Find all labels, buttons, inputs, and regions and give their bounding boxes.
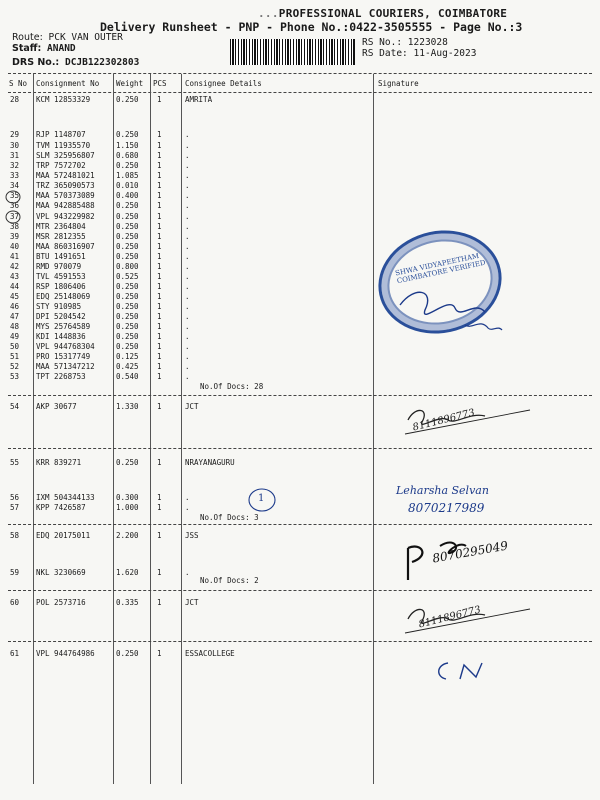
row-consignment-no: KPP 7426587 [36, 503, 86, 512]
row-sno: 34 [10, 181, 20, 190]
handwritten-phone: 8111896773 [417, 604, 483, 631]
handwritten-name: Leharsha Selvan [396, 484, 489, 497]
row-pcs: 1 [157, 312, 162, 321]
row-consignment-no: TPT 2268753 [36, 372, 86, 381]
row-sno: 31 [10, 151, 20, 160]
row-weight: 0.250 [116, 212, 139, 221]
row-weight: 0.010 [116, 181, 139, 190]
drs-line: DRS No.: DCJB122302803 [12, 57, 140, 68]
row-sno: 53 [10, 372, 20, 381]
row-pcs: 1 [157, 232, 162, 241]
page-title: Delivery Runsheet - PNP - Phone No.:0422-3505555 - Page No.:3 [100, 20, 523, 34]
row-consignee: . [185, 372, 190, 381]
row-consignee: . [185, 161, 190, 170]
col-header-details: Consignee Details [185, 79, 262, 88]
stamp-text: SHWA VIDYAPEETHAM COIMBATORE VERIFIED [394, 251, 487, 286]
col-header-signature: Signature [378, 79, 419, 88]
row-consignment-no: MAA 571347212 [36, 362, 95, 371]
row-consignee: . [185, 292, 190, 301]
row-pcs: 1 [157, 262, 162, 271]
row-weight: 0.300 [116, 493, 139, 502]
row-consignee: . [185, 332, 190, 341]
row-consignment-no: STY 910985 [36, 302, 82, 311]
row-weight: 0.250 [116, 222, 139, 231]
row-consignee: . [185, 191, 190, 200]
row-consignee: . [185, 252, 190, 261]
row-consignee: JCT [185, 402, 199, 411]
row-sno: 33 [10, 171, 20, 180]
row-pcs: 1 [157, 292, 162, 301]
row-sno: 55 [10, 458, 20, 467]
row-consignment-no: EDQ 20175011 [36, 531, 91, 540]
row-consignee: . [185, 362, 190, 371]
row-consignee: . [185, 282, 190, 291]
row-weight: 0.800 [116, 262, 139, 271]
row-weight: 1.000 [116, 503, 139, 512]
row-weight: 0.250 [116, 312, 139, 321]
route-value: PCK VAN OUTER [48, 32, 123, 43]
row-weight: 1.085 [116, 171, 139, 180]
row-pcs: 1 [157, 362, 162, 371]
row-consignment-no: RJP 1148707 [36, 130, 86, 139]
row-pcs: 1 [157, 95, 162, 104]
row-pcs: 1 [157, 342, 162, 351]
row-weight: 0.540 [116, 372, 139, 381]
doc-count: No.Of Docs: 2 [200, 576, 259, 585]
row-sno: 56 [10, 493, 20, 502]
row-weight: 2.200 [116, 531, 139, 540]
row-sno: 35 [10, 191, 20, 200]
row-weight: 0.250 [116, 252, 139, 261]
row-weight: 0.250 [116, 95, 139, 104]
row-consignment-no: TRZ 365090573 [36, 181, 95, 190]
row-consignment-no: KRR 839271 [36, 458, 82, 467]
row-consignment-no: MAA 572481021 [36, 171, 95, 180]
row-pcs: 1 [157, 402, 162, 411]
row-sno: 41 [10, 252, 20, 261]
row-consignee: . [185, 242, 190, 251]
row-consignee: ESSACOLLEGE [185, 649, 235, 658]
row-consignee: . [185, 151, 190, 160]
row-consignment-no: DPI 5204542 [36, 312, 86, 321]
row-consignee: . [185, 312, 190, 321]
row-consignee: . [185, 352, 190, 361]
row-consignee: . [185, 171, 190, 180]
row-sno: 43 [10, 272, 20, 281]
row-weight: 0.250 [116, 242, 139, 251]
row-sno: 40 [10, 242, 20, 251]
row-sno: 28 [10, 95, 20, 104]
row-pcs: 1 [157, 161, 162, 170]
circled-number: 1 [258, 493, 265, 504]
drs-value: DCJB122302803 [64, 57, 140, 68]
row-sno: 38 [10, 222, 20, 231]
row-consignment-no: TVL 4591553 [36, 272, 86, 281]
col-header-consignment: Consignment No [36, 79, 100, 88]
row-consignee: . [185, 503, 190, 512]
row-weight: 0.335 [116, 598, 139, 607]
route-line: Route: PCK VAN OUTER [12, 32, 123, 43]
row-consignment-no: VPL 944768304 [36, 342, 95, 351]
row-consignment-no: NKL 3230669 [36, 568, 86, 577]
row-consignee: NRAYANAGURU [185, 458, 235, 467]
row-weight: 0.250 [116, 282, 139, 291]
row-consignee: . [185, 568, 190, 577]
staff-line: Staff: ANAND [12, 43, 76, 54]
row-pcs: 1 [157, 302, 162, 311]
col-header-sno: S No [9, 79, 28, 88]
row-consignee: JSS [185, 531, 199, 540]
row-consignee: . [185, 201, 190, 210]
row-sno: 45 [10, 292, 20, 301]
row-pcs: 1 [157, 568, 162, 577]
row-consignment-no: MYS 25764589 [36, 322, 91, 331]
row-sno: 52 [10, 362, 20, 371]
row-pcs: 1 [157, 130, 162, 139]
row-pcs: 1 [157, 272, 162, 281]
row-pcs: 1 [157, 141, 162, 150]
row-sno: 47 [10, 312, 20, 321]
row-weight: 0.250 [116, 302, 139, 311]
row-weight: 0.250 [116, 130, 139, 139]
row-pcs: 1 [157, 222, 162, 231]
row-consignment-no: EDQ 25148069 [36, 292, 91, 301]
row-consignee: . [185, 342, 190, 351]
row-consignment-no: MTR 2364804 [36, 222, 86, 231]
row-pcs: 1 [157, 191, 162, 200]
row-consignee: . [185, 262, 190, 271]
row-consignee: . [185, 322, 190, 331]
row-pcs: 1 [157, 181, 162, 190]
row-consignee: . [185, 212, 190, 221]
row-sno: 59 [10, 568, 20, 577]
row-weight: 0.250 [116, 322, 139, 331]
row-consignee: JCT [185, 598, 199, 607]
row-consignment-no: MAA 942885488 [36, 201, 95, 210]
row-sno: 50 [10, 342, 20, 351]
row-consignment-no: TRP 7572702 [36, 161, 86, 170]
row-pcs: 1 [157, 531, 162, 540]
row-consignment-no: MSR 2812355 [36, 232, 86, 241]
row-weight: 0.250 [116, 161, 139, 170]
row-consignee: . [185, 222, 190, 231]
row-pcs: 1 [157, 151, 162, 160]
row-sno: 61 [10, 649, 20, 658]
row-pcs: 1 [157, 171, 162, 180]
row-consignment-no: PRO 15317749 [36, 352, 91, 361]
row-consignment-no: AKP 30677 [36, 402, 77, 411]
row-weight: 0.250 [116, 332, 139, 341]
row-consignment-no: TVM 11935570 [36, 141, 91, 150]
row-sno: 46 [10, 302, 20, 311]
row-weight: 0.125 [116, 352, 139, 361]
row-consignment-no: MAA 860316907 [36, 242, 95, 251]
row-sno: 49 [10, 332, 20, 341]
rs-date-value: 11-Aug-2023 [413, 48, 477, 59]
row-pcs: 1 [157, 598, 162, 607]
handwritten-phone: 8070295049 [431, 538, 509, 566]
row-sno: 60 [10, 598, 20, 607]
rs-date-line: RS Date: 11-Aug-2023 [362, 48, 477, 59]
row-consignment-no: MAA 570373089 [36, 191, 95, 200]
row-weight: 0.250 [116, 292, 139, 301]
row-pcs: 1 [157, 493, 162, 502]
doc-count: No.Of Docs: 28 [200, 382, 264, 391]
row-weight: 1.620 [116, 568, 139, 577]
row-pcs: 1 [157, 372, 162, 381]
row-weight: 1.150 [116, 141, 139, 150]
row-weight: 1.330 [116, 402, 139, 411]
row-consignee: . [185, 302, 190, 311]
row-consignment-no: KDI 1448836 [36, 332, 86, 341]
row-sno: 57 [10, 503, 20, 512]
row-consignment-no: RSP 1806406 [36, 282, 86, 291]
doc-count: No.Of Docs: 3 [200, 513, 259, 522]
row-consignment-no: KCM 12853329 [36, 95, 91, 104]
rs-no-value: 1223028 [407, 37, 448, 48]
row-weight: 0.250 [116, 458, 139, 467]
row-pcs: 1 [157, 352, 162, 361]
row-sno: 36 [10, 201, 20, 210]
signature-stamp-area [380, 270, 510, 350]
row-consignment-no: SLM 325956807 [36, 151, 95, 160]
row-sno: 39 [10, 232, 20, 241]
row-consignment-no: BTU 1491651 [36, 252, 86, 261]
row-weight: 0.250 [116, 342, 139, 351]
row-weight: 0.250 [116, 201, 139, 210]
handwritten-phone: 8070217989 [408, 501, 485, 515]
row-pcs: 1 [157, 212, 162, 221]
row-pcs: 1 [157, 252, 162, 261]
row-pcs: 1 [157, 322, 162, 331]
row-consignee: AMRITA [185, 95, 213, 104]
row-weight: 0.400 [116, 191, 139, 200]
signature-row-58 [400, 528, 560, 588]
row-consignee: . [185, 181, 190, 190]
row-pcs: 1 [157, 282, 162, 291]
row-sno: 42 [10, 262, 20, 271]
row-sno: 32 [10, 161, 20, 170]
row-consignment-no: POL 2573716 [36, 598, 86, 607]
row-pcs: 1 [157, 458, 162, 467]
row-consignment-no: RMD 970079 [36, 262, 82, 271]
col-header-pcs: PCS [153, 79, 167, 88]
row-pcs: 1 [157, 201, 162, 210]
row-sno: 54 [10, 402, 20, 411]
row-sno: 37 [10, 212, 20, 221]
row-sno: 48 [10, 322, 20, 331]
row-consignee: . [185, 272, 190, 281]
rs-no-line: RS No.: 1223028 [362, 37, 448, 48]
col-header-weight: Weight [116, 79, 144, 88]
row-weight: 0.525 [116, 272, 139, 281]
row-sno: 29 [10, 130, 20, 139]
signature-row-61 [430, 655, 510, 690]
row-consignment-no: VPL 943229982 [36, 212, 95, 221]
handwritten-phone: 8111896773 [411, 407, 477, 434]
row-consignee: . [185, 232, 190, 241]
row-consignee: . [185, 493, 190, 502]
row-consignee: . [185, 141, 190, 150]
row-sno: 44 [10, 282, 20, 291]
row-pcs: 1 [157, 503, 162, 512]
row-pcs: 1 [157, 242, 162, 251]
row-consignee: . [185, 130, 190, 139]
row-weight: 0.680 [116, 151, 139, 160]
row-sno: 30 [10, 141, 20, 150]
row-consignment-no: IXM 504344133 [36, 493, 95, 502]
row-pcs: 1 [157, 332, 162, 341]
row-pcs: 1 [157, 649, 162, 658]
row-consignment-no: VPL 944764986 [36, 649, 95, 658]
staff-value: ANAND [47, 43, 76, 54]
row-weight: 0.250 [116, 649, 139, 658]
row-sno: 51 [10, 352, 20, 361]
company-name: ...PROFESSIONAL COURIERS, COIMBATORE [258, 7, 508, 20]
row-sno: 58 [10, 531, 20, 540]
row-weight: 0.425 [116, 362, 139, 371]
row-weight: 0.250 [116, 232, 139, 241]
